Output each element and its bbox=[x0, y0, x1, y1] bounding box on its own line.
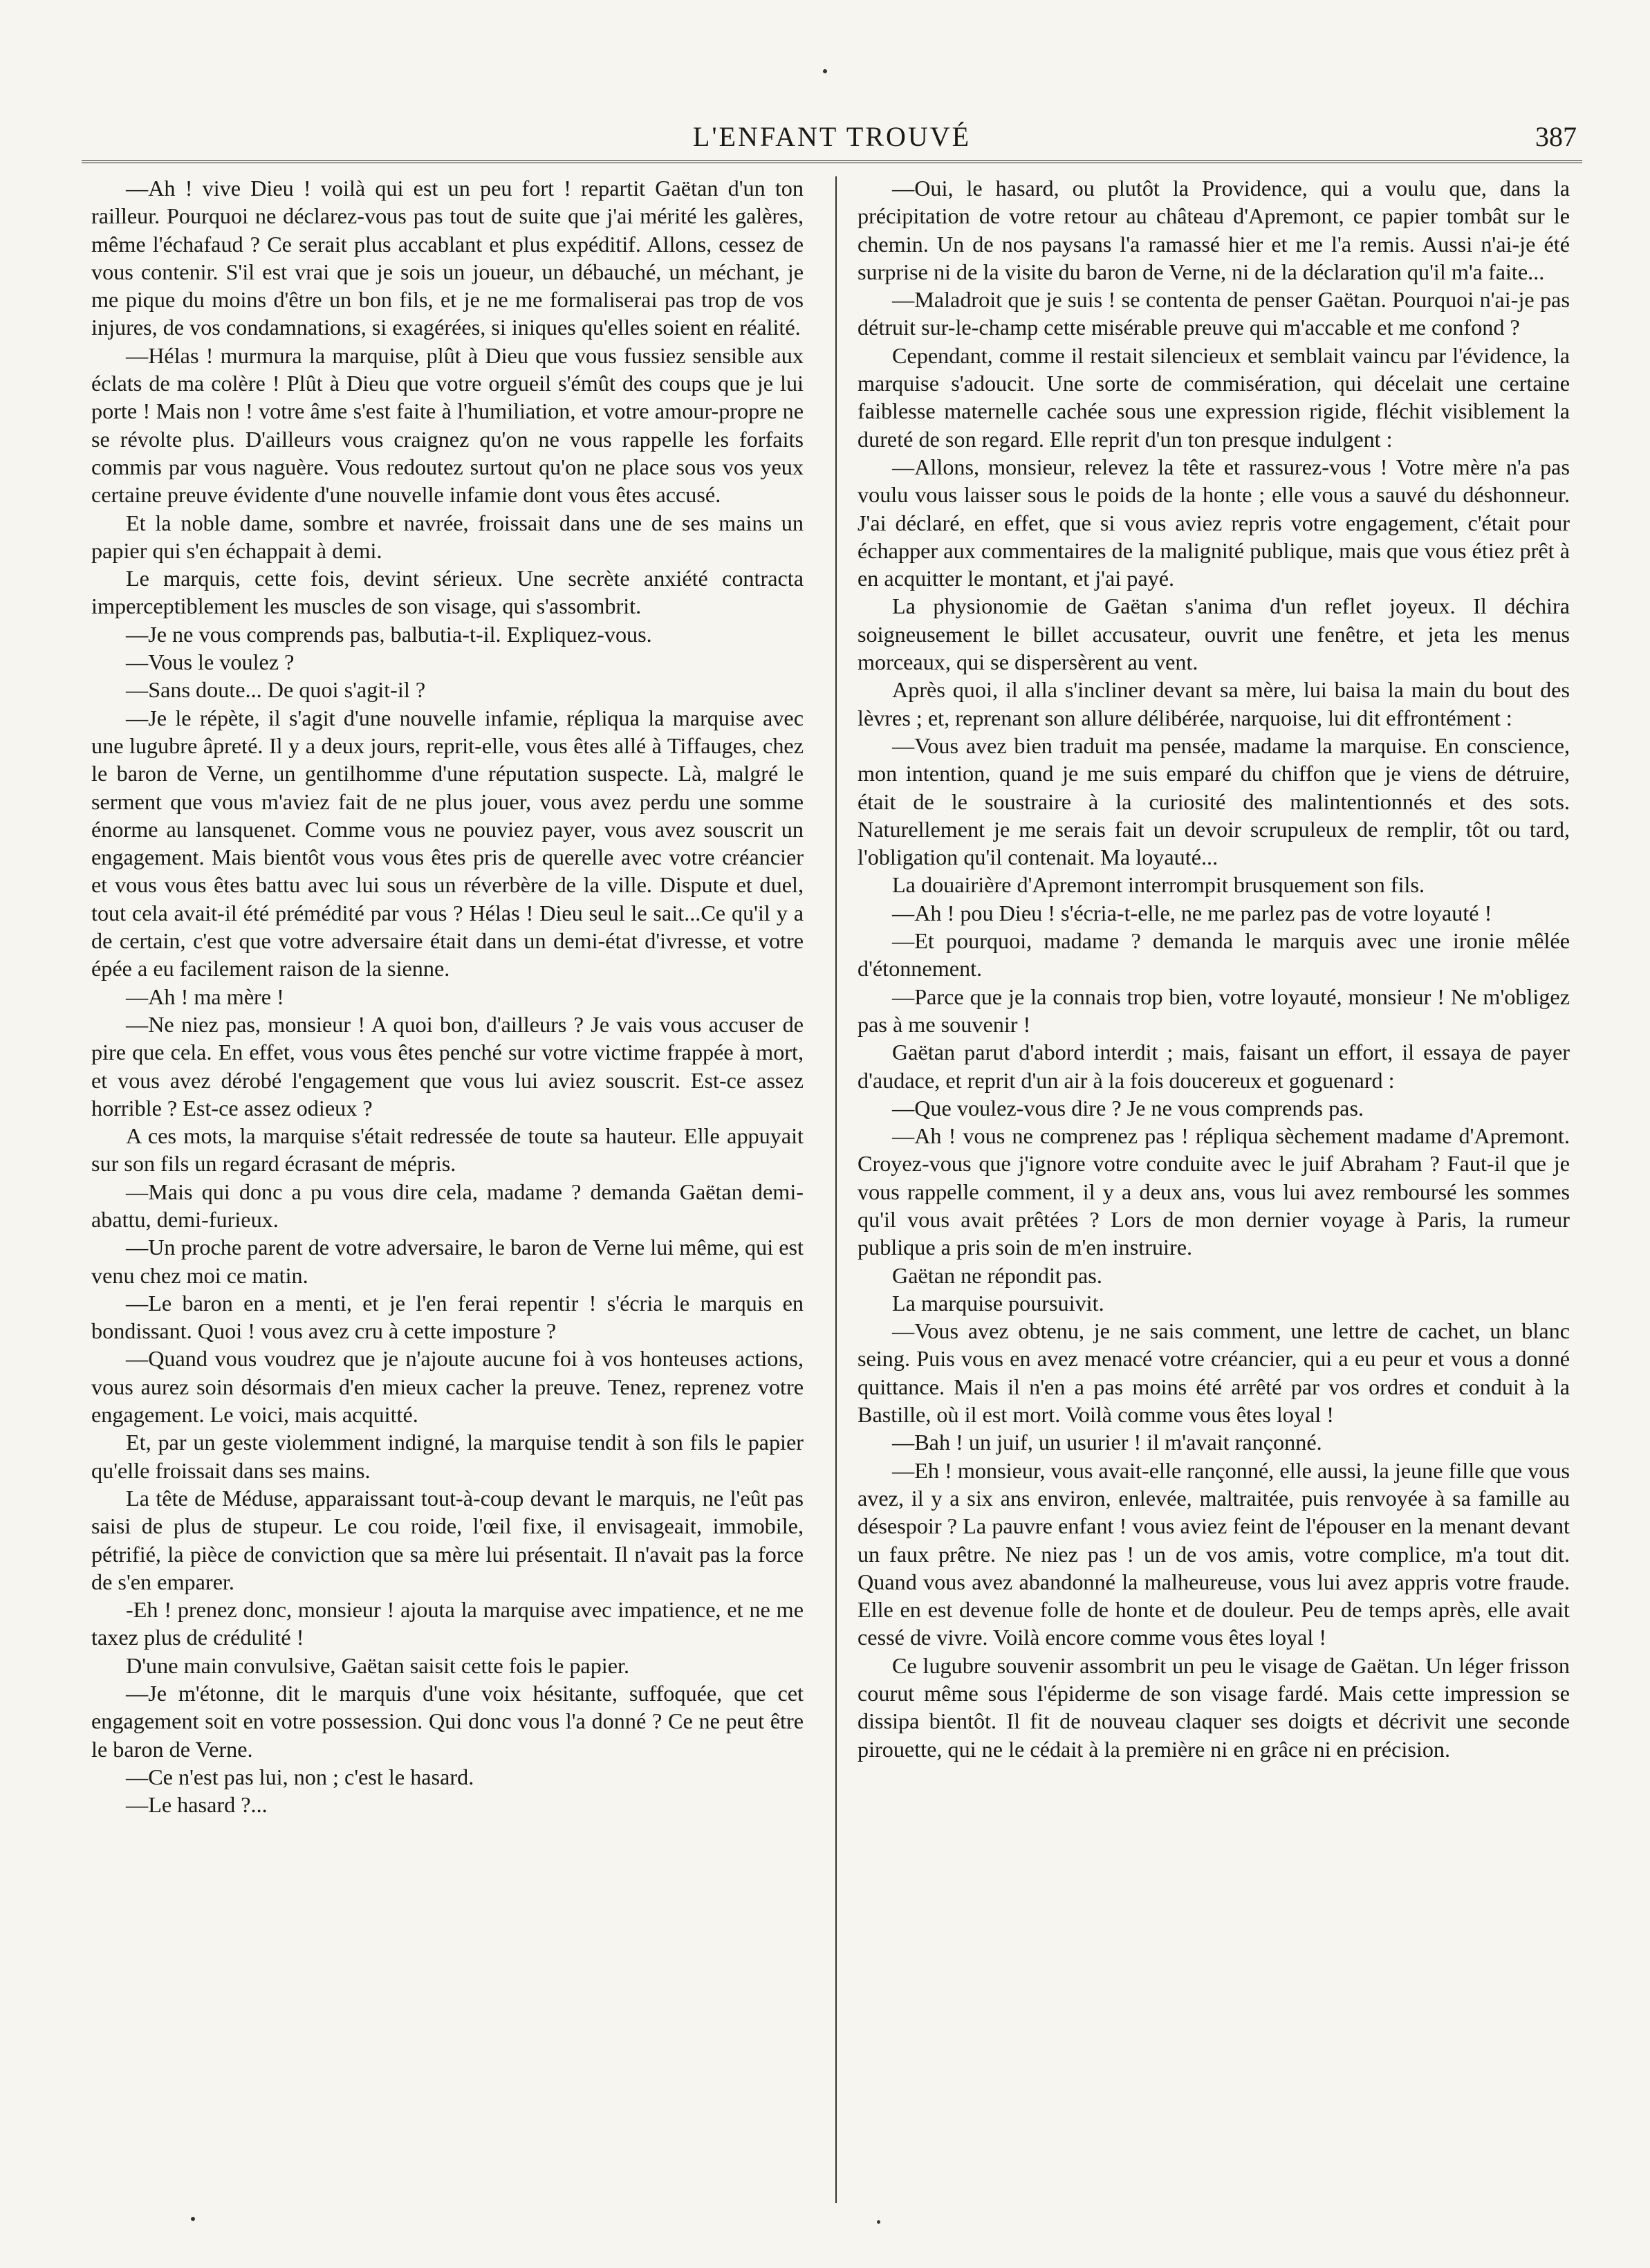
paragraph: La douairière d'Apremont interrompit brusquement son fils. bbox=[892, 872, 1425, 898]
paragraph: —Que voulez-vous dire ? Je ne vous comprends pas. bbox=[892, 1095, 1364, 1121]
paragraph: Gaëtan parut d'abord interdit ; mais, faisant un effort, il essaya de payer d'audace, et reprit d'un air à la fois doucereux et goguenard : bbox=[858, 1040, 1570, 1093]
paragraph: —Vous avez obtenu, je ne sais comment, une lettre de cachet, un blanc seing. Puis vous en avez menacé votre créancier, qui a eu peur et vous a donné quittance. Mais il n'en a pas moins été arrêté par vos ordres et conduit à la Bastille, où il est mort. Voilà comme vous êtes loyal ! bbox=[858, 1318, 1570, 1428]
left-column bbox=[91, 174, 804, 2208]
paragraph: —Et pourquoi, madame ? demanda le marquis avec une ironie mêlée d'étonnement. bbox=[858, 928, 1570, 981]
paragraph: —Bah ! un juif, un usurier ! il m'avait rançonné. bbox=[892, 1430, 1322, 1455]
ink-speck bbox=[877, 2220, 880, 2224]
paragraph: —Je m'étonne, dit le marquis d'une voix hésitante, suffoquée, que cet engagement soit en votre possession. Qui donc vous l'a donné ? Ce ne peut être le baron de Verne. bbox=[91, 1681, 804, 1762]
paragraph: —Ah ! vive Dieu ! voilà qui est un peu fort ! repartit Gaëtan d'un ton railleur. Pourquoi ne déclarez-vous pas tout de suite que j'ai mérité les galères, même l'échafaud ? Ce serait plus accablant et plus expéditif. Allons, cessez de vous contenir. S'il est vrai que je sois un joueur, un débauché, un méchant, je me pique du moins d'être un bon fils, et je ne me formaliserai pas trop de vos injures, de vos condamnations, si exagérées, si iniques qu'elles soient en réalité. bbox=[91, 176, 804, 340]
paragraph: —Ce n'est pas lui, non ; c'est le hasard. bbox=[126, 1764, 474, 1789]
paragraph: —Quand vous voudrez que je n'ajoute aucune foi à vos honteuses actions, vous aurez soin désormais d'en mieux cacher la preuve. Tenez, reprenez votre engagement. Le voici, mais acquitté. bbox=[91, 1346, 804, 1428]
paragraph: —Ne niez pas, monsieur ! A quoi bon, d'ailleurs ? Je vais vous accuser de pire que cela. En effet, vous vous êtes penché sur votre victime frappée à mort, et vous avez dérobé l'engagement que vous lui aviez souscrit. Est-ce assez horrible ? Est-ce assez odieux ? bbox=[91, 1011, 804, 1121]
ink-speck bbox=[191, 2217, 195, 2221]
paragraph: —Eh ! monsieur, vous avait-elle rançonné, elle aussi, la jeune fille que vous avez, il y a six ans environ, enlevée, maltraitée, puis renvoyée à sa famille au désespoir ? La pauvre enfant ! vous aviez feint de l'épouser en la menant devant un faux prêtre. Ne niez pas ! un de vos amis, votre complice, m'a tout dit. Quand vous avez abandonné la malheureuse, vous lui avez appris votre fraude. Elle en est devenue folle de honte et de douleur. Peu de temps après, elle avait cessé de vivre. Voilà encore comme vous êtes loyal ! bbox=[858, 1457, 1570, 1650]
paragraph: —Je ne vous comprends pas, balbutia-t-il. Expliquez-vous. bbox=[126, 621, 652, 647]
paragraph: Après quoi, il alla s'incliner devant sa mère, lui baisa la main du bout des lèvres ; et, reprenant son allure délibérée, narquoise, lui dit effrontément : bbox=[858, 677, 1570, 730]
paragraph: La tête de Méduse, apparaissant tout-à-coup devant le marquis, ne l'eût pas saisi de plus de stupeur. Le cou roide, l'œil fixe, il envisageait, immobile, pétrifié, la pièce de conviction que sa mère lui présentait. Il n'avait pas la force de s'en emparer. bbox=[91, 1485, 804, 1594]
paragraph: —Le hasard ?... bbox=[126, 1792, 268, 1818]
paragraph: Cependant, comme il restait silencieux et semblait vaincu par l'évidence, la marquise s'adoucit. Une sorte de commisération, qui décelait une certaine faiblesse maternelle cachée sous une expression rigide, fléchit visiblement la dureté de son regard. Elle reprit d'un ton presque indulgent : bbox=[858, 342, 1570, 452]
paragraph: Gaëtan ne répondit pas. bbox=[892, 1262, 1102, 1288]
paragraph: A ces mots, la marquise s'était redressée de toute sa hauteur. Elle appuyait sur son fils un regard écrasant de mépris. bbox=[91, 1123, 804, 1177]
paragraph: —Vous avez bien traduit ma pensée, madame la marquise. En conscience, mon intention, quand je me suis emparé du chiffon que je viens de détruire, était de le soustraire à la curiosité des malintentionnés et des sots. Naturellement je me serais fait un devoir scrupuleux de remplir, tôt ou tard, l'obligation qu'il contenait. Ma loyauté... bbox=[858, 732, 1570, 870]
paragraph: Le marquis, cette fois, devint sérieux. Une secrète anxiété contracta imperceptiblement les muscles de son visage, qui s'assombrit. bbox=[91, 566, 804, 619]
paragraph: —Le baron en a menti, et je l'en ferai repentir ! s'écria le marquis en bondissant. Quoi ! vous avez cru à cette imposture ? bbox=[91, 1290, 804, 1344]
paragraph: —Ah ! vous ne comprenez pas ! répliqua sèchement madame d'Apremont. Croyez-vous que j'ignore votre conduite avec le juif Abraham ? Faut-il que je vous rappelle comment, il y a deux ans, vous lui avez remboursé les sommes qu'il vous avait prêtées ? Lors de mon dernier voyage à Paris, la rumeur publique a pris soin de m'en instruire. bbox=[858, 1123, 1570, 1260]
paragraph: —Hélas ! murmura la marquise, plût à Dieu que vous fussiez sensible aux éclats de ma colère ! Plût à Dieu que votre orgueil s'émût des coups que je lui porte ! Mais non ! votre âme s'est faite à l'humiliation, et votre amour-propre ne se révolte plus. D'ailleurs vous craignez qu'on ne vous rappelle les forfaits commis par vous naguère. Vous redoutez surtout qu'on ne place sous vos yeux certaine preuve évidente d'une nouvelle infamie dont vous êtes accusé. bbox=[91, 342, 804, 508]
column-divider bbox=[835, 176, 837, 2203]
paragraph: La physionomie de Gaëtan s'anima d'un reflet joyeux. Il déchira soigneusement le billet accusateur, ouvrit une fenêtre, et jeta les menus morceaux, qui se dispersèrent au vent. bbox=[858, 593, 1570, 675]
paragraph: Et la noble dame, sombre et navrée, froissait dans une de ses mains un papier qui s'en échappait à demi. bbox=[91, 510, 804, 563]
ink-speck bbox=[823, 69, 827, 73]
paragraph: —Vous le voulez ? bbox=[126, 649, 295, 675]
page-number: 387 bbox=[1535, 121, 1577, 152]
paragraph: —Je le répète, il s'agit d'une nouvelle infamie, répliqua la marquise avec une lugubre âpreté. Il y a deux jours, reprit-elle, vous êtes allé à Tiffauges, chez le baron de Verne, un gentilhomme d'une réputation suspecte. Là, malgré le serment que vous m'aviez fait de ne plus jouer, vous avez perdu une somme énorme au lansquenet. Comme vous ne pouviez payer, vous avez souscrit un engagement. Mais bientôt vous vous êtes pris de querelle avec votre créancier et vous vous êtes battu avec lui sous un réverbère de la ville. Dispute et duel, tout cela avait-il été prémédité par vous ? Hélas ! Dieu seul le sait...Ce qu'il y a de certain, c'est que votre adversaire était dans un demi-état d'ivresse, et votre épée a eu facilement raison de la sienne. bbox=[91, 705, 804, 981]
paragraph: —Ah ! pou Dieu ! s'écria-t-elle, ne me parlez pas de votre loyauté ! bbox=[892, 900, 1492, 925]
paragraph: —Maladroit que je suis ! se contenta de penser Gaëtan. Pourquoi n'ai-je pas détruit sur-le-champ cette misérable preuve qui m'accable et me confond ? bbox=[858, 287, 1570, 340]
paragraph: —Oui, le hasard, ou plutôt la Providence, qui a voulu que, dans la précipitation de votre retour au château d'Apremont, ce papier tombât sur le chemin. Un de nos paysans l'a ramassé hier et me l'a remis. Aussi n'ai-je été surprise ni de la visite du baron de Verne, ni de la déclaration qu'il m'a faite... bbox=[858, 176, 1570, 284]
paragraph: Ce lugubre souvenir assombrit un peu le visage de Gaëtan. Un léger frisson courut même sous l'épiderme de son visage fardé. Mais cette impression se dissipa bientôt. Il fit de nouveau claquer ses doigts et décrivit une seconde pirouette, qui ne le cédait à la première ni en grâce ni en précision. bbox=[858, 1652, 1570, 1762]
paragraph: Et, par un geste violemment indigné, la marquise tendit à son fils le papier qu'elle froissait dans ses mains. bbox=[91, 1430, 804, 1483]
page-header bbox=[82, 118, 1582, 163]
paragraph: La marquise poursuivit. bbox=[892, 1290, 1104, 1316]
paragraph: —Allons, monsieur, relevez la tête et rassurez-vous ! Votre mère n'a pas voulu vous laisser sous le poids de la honte ; elle vous a sauvé du déshonneur. J'ai déclaré, en effet, que si vous aviez repris votre engagement, c'était pour échapper aux commentaires de la malignité publique, mais que vous étiez prêt à en acquitter le montant, et j'ai payé. bbox=[858, 454, 1570, 591]
running-title: L'ENFANT TROUVÉ bbox=[692, 121, 972, 152]
paragraph: -Eh ! prenez donc, monsieur ! ajouta la marquise avec impatience, et ne me taxez plus de crédulité ! bbox=[91, 1597, 804, 1650]
paragraph: —Sans doute... De quoi s'agit-il ? bbox=[126, 677, 426, 703]
paragraph: —Un proche parent de votre adversaire, le baron de Verne lui même, qui est venu chez moi ce matin. bbox=[91, 1235, 804, 1288]
paragraph: —Parce que je la connais trop bien, votre loyauté, monsieur ! Ne m'obligez pas à me souvenir ! bbox=[858, 984, 1570, 1037]
paragraph: —Ah ! ma mère ! bbox=[126, 984, 284, 1009]
right-column bbox=[858, 174, 1570, 2208]
paragraph: —Mais qui donc a pu vous dire cela, madame ? demanda Gaëtan demi-abattu, demi-furieux. bbox=[91, 1179, 804, 1232]
paragraph: D'une main convulsive, Gaëtan saisit cette fois le papier. bbox=[126, 1652, 630, 1678]
